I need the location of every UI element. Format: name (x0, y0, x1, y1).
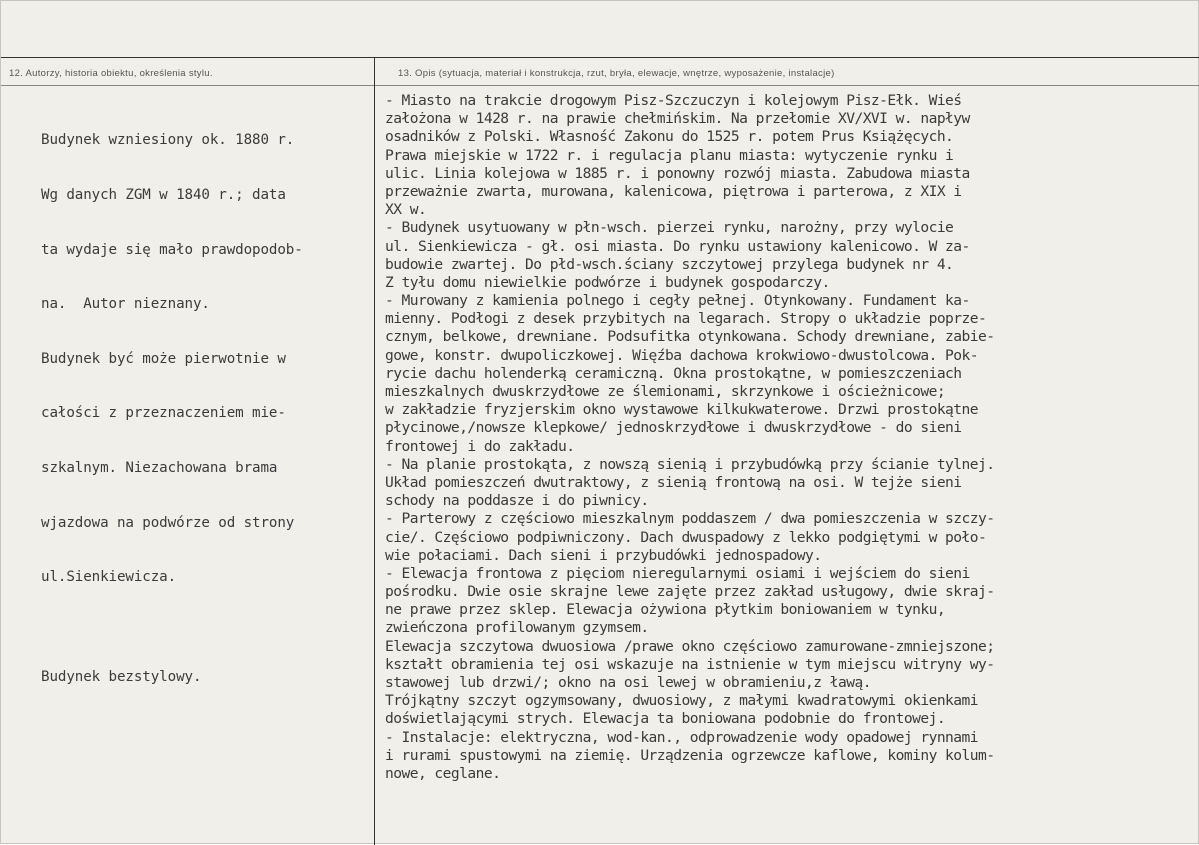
right-column-text (385, 92, 994, 783)
text-line: gowe, konstr. dwupoliczkowej. Więźba dachowa krokwiowo-dwustolcowa. Pok- (385, 346, 979, 364)
text-line: stawowej lub drzwi/; okno na osi lewej w obramieniu,z ławą. (385, 674, 871, 691)
text-line: - Elewacja frontowa z pięciom nieregularnymi osiami i wejściem do sieni (385, 564, 970, 582)
left-column-header: 12. Autorzy, historia obiektu, określenia stylu. (9, 68, 213, 79)
text-line: Elewacja szczytowa dwuosiowa /prawe okno częściowo zamurowane-zmniejszone; (385, 637, 995, 655)
text-line: Wg danych ZGM w 1840 r.; data (41, 187, 286, 203)
text-line: mienny. Podłogi z desek przybitych na legarach. Stropy o układzie poprze- (385, 310, 987, 328)
text-line: - Miasto na trakcie drogowym Pisz-Szczuczyn i kolejowym Pisz-Ełk. Wieś (385, 92, 962, 109)
text-line: Prawa miejskie w 1722 r. i regulacja planu miasta: wytyczenie rynku i (385, 146, 954, 164)
right-column-header: 13. Opis (sytuacja, materiał i konstrukcja, rzut, bryła, elewacje, wnętrze, wyposażenie, instalacje) (398, 68, 835, 79)
left-column-text (41, 95, 303, 723)
text-line: XX w. (385, 201, 427, 219)
text-line: szkalnym. Niezachowana brama (41, 459, 278, 476)
text-line: doświetlającymi strych. Elewacja ta boniowana podobnie do frontowej. (385, 710, 946, 728)
text-line: Układ pomieszczeń dwutraktowy, z sienią frontową na osi. W tejże sieni (385, 473, 962, 491)
column-divider (374, 58, 375, 845)
text-line: - Parterowy z częściowo mieszkalnym poddaszem / dwa pomieszczenia w szczy- (385, 510, 995, 528)
text-line: mieszkalnych dwuskrzydłowe ze ślemionami, skrzynkowe i ościeżnicowe; (385, 383, 946, 400)
text-line: zwieńczona profilowanym gzymsem. (385, 619, 649, 637)
top-rule (1, 57, 1199, 58)
text-line: frontowej i do zakładu. (385, 437, 575, 455)
text-line: ul. Sienkiewicza - gł. osi miasta. Do rynku ustawiony kalenicowo. W za- (385, 237, 970, 255)
text-line: ta wydaje się mało prawdopodob- (41, 241, 303, 258)
text-line: wie połaciami. Dach sieni i przybudówki jednospadowy. (385, 546, 822, 564)
text-line: nowe, ceglane. (385, 764, 501, 782)
text-line: schody na poddasze i do piwnicy. (385, 492, 649, 510)
text-line: - Murowany z kamienia polnego i cegły pełnej. Otynkowany. Fundament ka- (385, 292, 970, 310)
text-line: kształt obramienia tej osi wskazuje na istnienie w tym miejscu witryny wy- (385, 655, 995, 673)
text-line: - Instalacje: elektryczna, wod-kan., odprowadzenie wody opadowej rynnami (385, 728, 979, 746)
text-line: cie/. Częściowo podpiwniczony. Dach dwuspadowy z lekko podgiętymi w poło- (385, 528, 987, 546)
text-line: Budynek wzniesiony ok. 1880 r. (41, 132, 295, 149)
text-line: na. Autor nieznany. (41, 296, 210, 313)
text-line: osadników z Polski. Własność Zakonu do 1525 r. potem Prus Książęcych. (385, 128, 954, 146)
paragraph-gap (41, 623, 303, 632)
text-line: i rurami spustowymi na ziemię. Urządzenia ogrzewcze kaflowe, kominy kolum- (385, 746, 995, 764)
text-line: pośrodku. Dwie osie skrajne lewe zajęte przez zakład usługowy, dwie skraj- (385, 583, 995, 601)
text-line: Budynek być może pierwotnie w (41, 350, 286, 367)
text-line: budowie zwartej. Do płd-wsch.ściany szczytowej przylega budynek nr 4. (385, 255, 954, 273)
text-line: Budynek bezstylowy. (41, 669, 202, 686)
text-line: Trójkątny szczyt ogzymsowany, dwuosiowy, z małymi kwadratowymi okienkami (385, 692, 979, 710)
text-line: - Na planie prostokąta, z nowszą sienią i przybudówką przy ścianie tylnej. (385, 455, 995, 473)
text-line: ne prawe przez sklep. Elewacja ożywiona płytkim boniowaniem w tynku, (385, 601, 946, 619)
text-line: ulic. Linia kolejowa w 1885 r. i ponowny rozwój miasta. Zabudowa miasta (385, 164, 970, 182)
text-line: całości z przeznaczeniem mie- (41, 405, 286, 422)
text-line: Z tyłu domu niewielkie podwórze i budynek gospodarczy. (385, 273, 830, 291)
header-rule (1, 85, 1199, 86)
text-line: - Budynek usytuowany w płn-wsch. pierzei rynku, narożny, przy wylocie (385, 219, 954, 237)
text-line: założona w 1428 r. na prawie chełmińskim. Na przełomie XV/XVI w. napływ (385, 110, 970, 128)
text-line: wjazdowa na podwórze od strony (41, 514, 295, 531)
text-line: w zakładzie fryzjerskim okno wystawowe kilkukwaterowe. Drzwi prostokątne (385, 401, 979, 419)
text-line: cznym, belkowe, drewniane. Podsufitka otynkowana. Schody drewniane, zabie- (385, 328, 995, 346)
text-line: płycinowe,/nowsze klepkowe/ jednoskrzydłowe i dwuskrzydłowe - do sieni (385, 419, 962, 437)
text-line: ul.Sienkiewicza. (41, 569, 177, 586)
text-line: rycie dachu holenderką ceramiczną. Okna prostokątne, w pomieszczeniach (385, 364, 962, 382)
text-line: przeważnie zwarta, murowana, kalenicowa, piętrowa i parterowa, z XIX i (385, 182, 962, 200)
